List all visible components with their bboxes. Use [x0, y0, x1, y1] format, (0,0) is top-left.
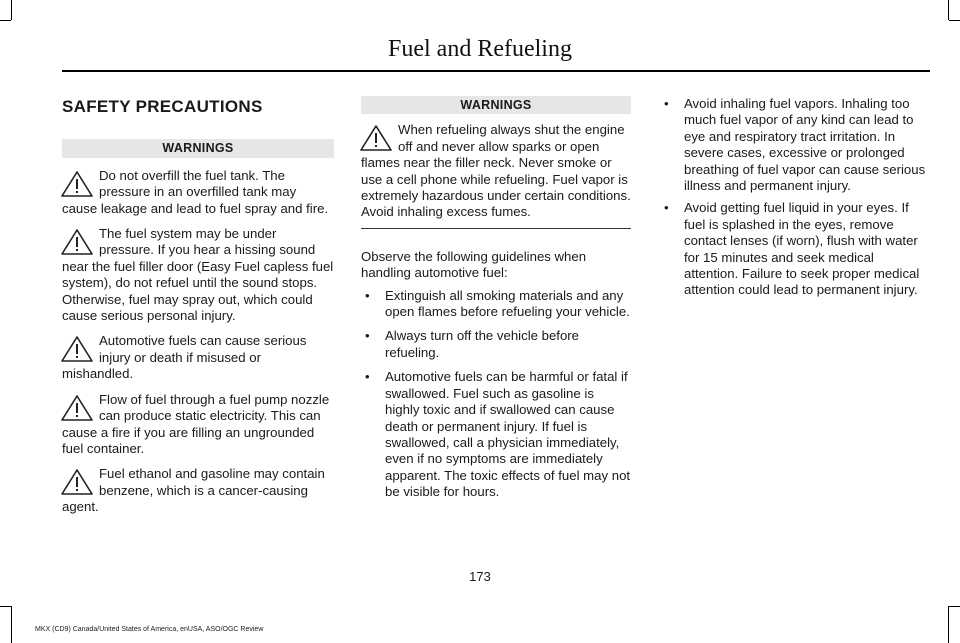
list-item-text: Always turn off the vehicle before refueling.	[385, 328, 580, 360]
list-item	[361, 288, 631, 321]
crop-mark	[0, 20, 11, 21]
column-left	[62, 96, 334, 516]
crop-mark	[949, 606, 960, 607]
warning-text: Do not overfill the fuel tank. The pressure in an overfilled tank may cause leakage and lead to fuel spray and fire.	[62, 167, 329, 216]
warning-text: Fuel ethanol and gasoline may contain benzene, which is a cancer-causing agent.	[62, 466, 325, 515]
crop-mark	[0, 606, 11, 607]
crop-mark	[949, 20, 960, 21]
bullet-icon: •	[365, 287, 370, 303]
warning-item	[62, 392, 334, 458]
list-item-text: Avoid getting fuel liquid in your eyes. If fuel is splashed in the eyes, remove contact lenses (if worn), flush with water for 15 minutes and seek medical attention. Failure to seek proper medical attention could lead to permanent injury.	[684, 200, 920, 298]
bullet-icon: •	[664, 96, 669, 111]
list-item-text: Avoid inhaling fuel vapors. Inhaling too much fuel vapor of any kind can lead to eye and respiratory tract irritation. In severe cases, excessive or prolonged breathing of fuel vapor can cause serious illness and permanent injury.	[684, 96, 926, 194]
warning-text: The fuel system may be under pressure. If you hear a hissing sound near the fuel filler door (Easy Fuel capless fuel system), do not refuel until the sound stops. Otherwise, fuel may spray out, which could cause serious personal injury.	[62, 226, 334, 324]
warning-text: Flow of fuel through a fuel pump nozzle can produce static electricity. This can cause a fire if you are filling an ungrounded fuel container.	[62, 391, 330, 456]
warning-item	[62, 333, 334, 382]
warnings-list	[62, 168, 334, 516]
warning-item	[62, 168, 334, 217]
warnings-heading: WARNINGS	[361, 96, 631, 114]
bullet-icon: •	[664, 200, 669, 216]
bullet-icon: •	[365, 369, 370, 385]
guidelines-intro: Observe the following guidelines when handling automotive fuel:	[361, 248, 587, 281]
guidelines-list	[361, 288, 631, 501]
warnings-heading: WARNINGS	[62, 139, 334, 157]
page-header-title: Fuel and Refueling	[388, 36, 572, 62]
footer-text: MKX (CD9) Canada/United States of America, enUSA, ASO/OGC Review	[35, 626, 264, 633]
warning-triangle-icon	[60, 228, 94, 256]
bullet-icon: •	[365, 328, 370, 344]
page-number: 173	[469, 569, 491, 584]
header-rule	[62, 70, 930, 72]
guidelines-list-continued	[660, 96, 926, 299]
crop-mark	[11, 0, 12, 20]
list-item-text: Extinguish all smoking materials and any open flames before refueling your vehicle.	[385, 287, 630, 320]
list-item	[361, 328, 631, 361]
crop-mark	[11, 606, 12, 643]
warnings-end-rule	[361, 228, 631, 229]
column-right	[660, 96, 926, 305]
warning-triangle-icon	[60, 170, 94, 198]
warning-triangle-icon	[60, 394, 94, 422]
warning-triangle-icon	[60, 335, 94, 363]
list-item-text: Automotive fuels can be harmful or fatal if swallowed. Fuel such as gasoline is highly toxic and if swallowed can cause death or permanent injury. If fuel is swallowed, call a physician immediately, even if no symptoms are immediately apparent. The toxic effects of fuel may not be visible for hours.	[385, 369, 631, 500]
warning-item	[62, 466, 334, 515]
warning-triangle-icon	[359, 124, 393, 152]
list-item	[660, 96, 926, 194]
list-item	[660, 200, 926, 298]
list-item	[361, 369, 631, 500]
section-title: SAFETY PRECAUTIONS	[62, 97, 263, 116]
warning-item	[62, 226, 334, 324]
warning-item	[361, 122, 631, 220]
crop-mark	[948, 0, 949, 20]
warning-text: When refueling always shut the engine off and never allow sparks or open flames near the filler neck. Never smoke or use a cell phone while refueling. Fuel vapor is extremely hazardous under certain conditions. Avoid inhaling excess fumes.	[361, 122, 631, 220]
column-middle	[361, 96, 631, 509]
crop-mark	[948, 606, 949, 643]
warning-triangle-icon	[60, 468, 94, 496]
warning-text: Automotive fuels can cause serious injury or death if misused or mishandled.	[62, 333, 307, 382]
